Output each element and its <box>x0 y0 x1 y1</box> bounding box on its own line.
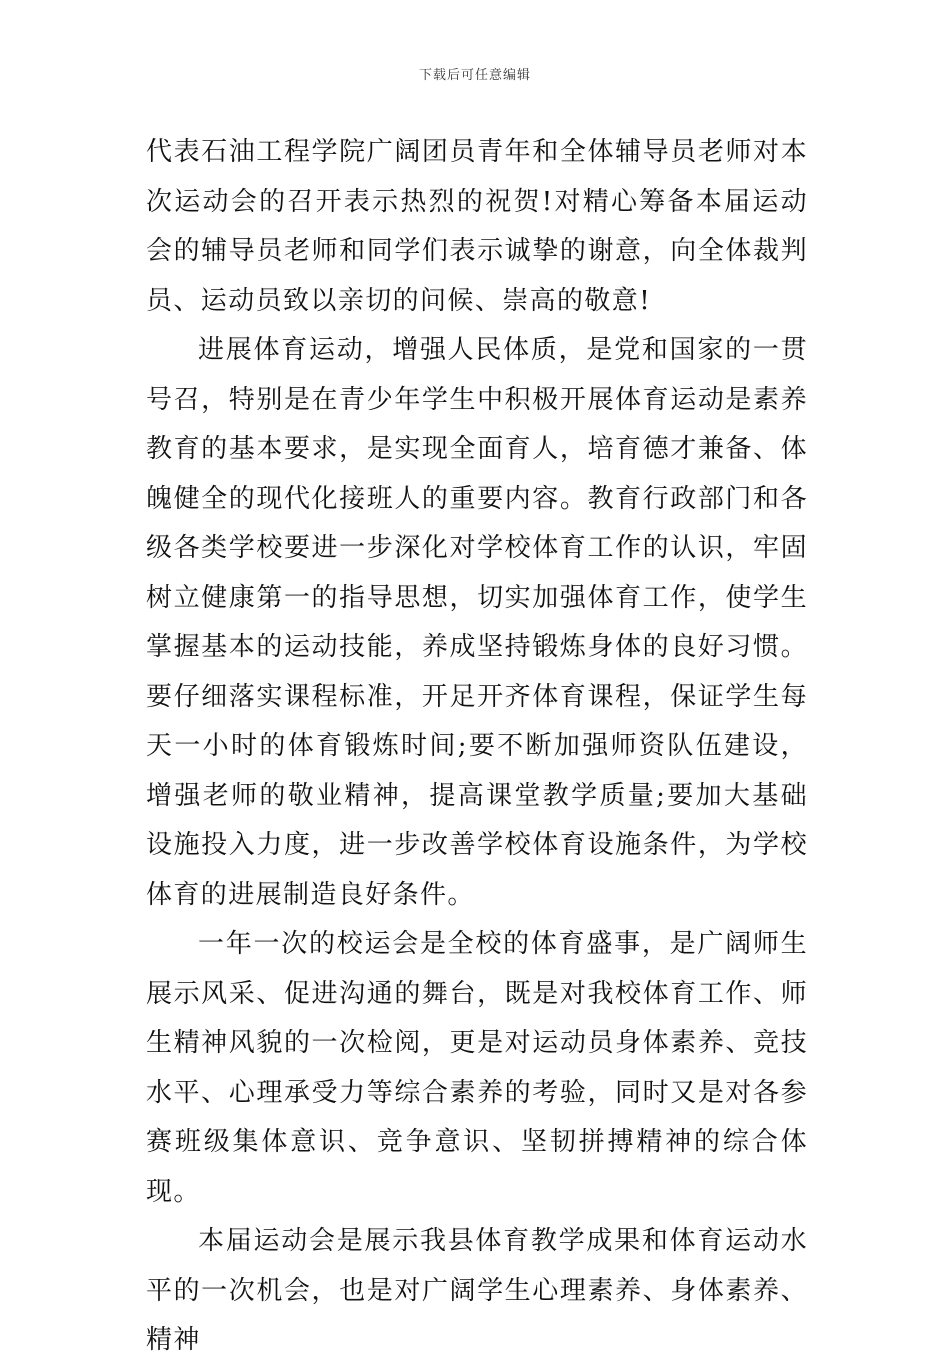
paragraph-physical-education: 进展体育运动，增强人民体质，是党和国家的一贯号召，特别是在青少年学生中积极开展体育运动是素养教育的基本要求，是实现全面育人，培育德才兼备、体魄健全的现代化接班人的重要内容。教育行政部门和各级各类学校要进一步深化对学校体育工作的认识，牢固树立健康第一的指导思想，切实加强体育工作，使学生掌握基本的运动技能，养成坚持锻炼身体的良好习惯。要仔细落实课程标准，开足开齐体育课程，保证学生每天一小时的体育锻炼时间;要不断加强师资队伍建设，增强老师的敬业精神，提高课堂教学质量;要加大基础设施投入力度，进一步改善学校体育设施条件，为学校体育的进展制造良好条件。 <box>146 335 808 910</box>
paragraph-congratulations: 代表石油工程学院广阔团员青年和全体辅导员老师对本次运动会的召开表示热烈的祝贺!对精心筹备本届运动会的辅导员老师和同学们表示诚挚的谢意，向全体裁判员、运动员致以亲切的问候、崇高的敬意! <box>146 137 808 316</box>
page-header: 下载后可任意编辑 <box>418 68 531 83</box>
paragraph-school-sports-meet: 一年一次的校运会是全校的体育盛事，是广阔师生展示风采、促进沟通的舞台，既是对我校体育工作、师生精神风貌的一次检阅，更是对运动员身体素养、竞技水平、心理承受力等综合素养的考验，同时又是对各参赛班级集体意识、竞争意识、坚韧拼搏精神的综合体现。 <box>146 929 808 1207</box>
document-body <box>146 128 808 1366</box>
paragraph-this-sports-meet: 本届运动会是展示我县体育教学成果和体育运动水平的一次机会，也是对广阔学生心理素养、身体素养、精神 <box>146 1226 808 1355</box>
